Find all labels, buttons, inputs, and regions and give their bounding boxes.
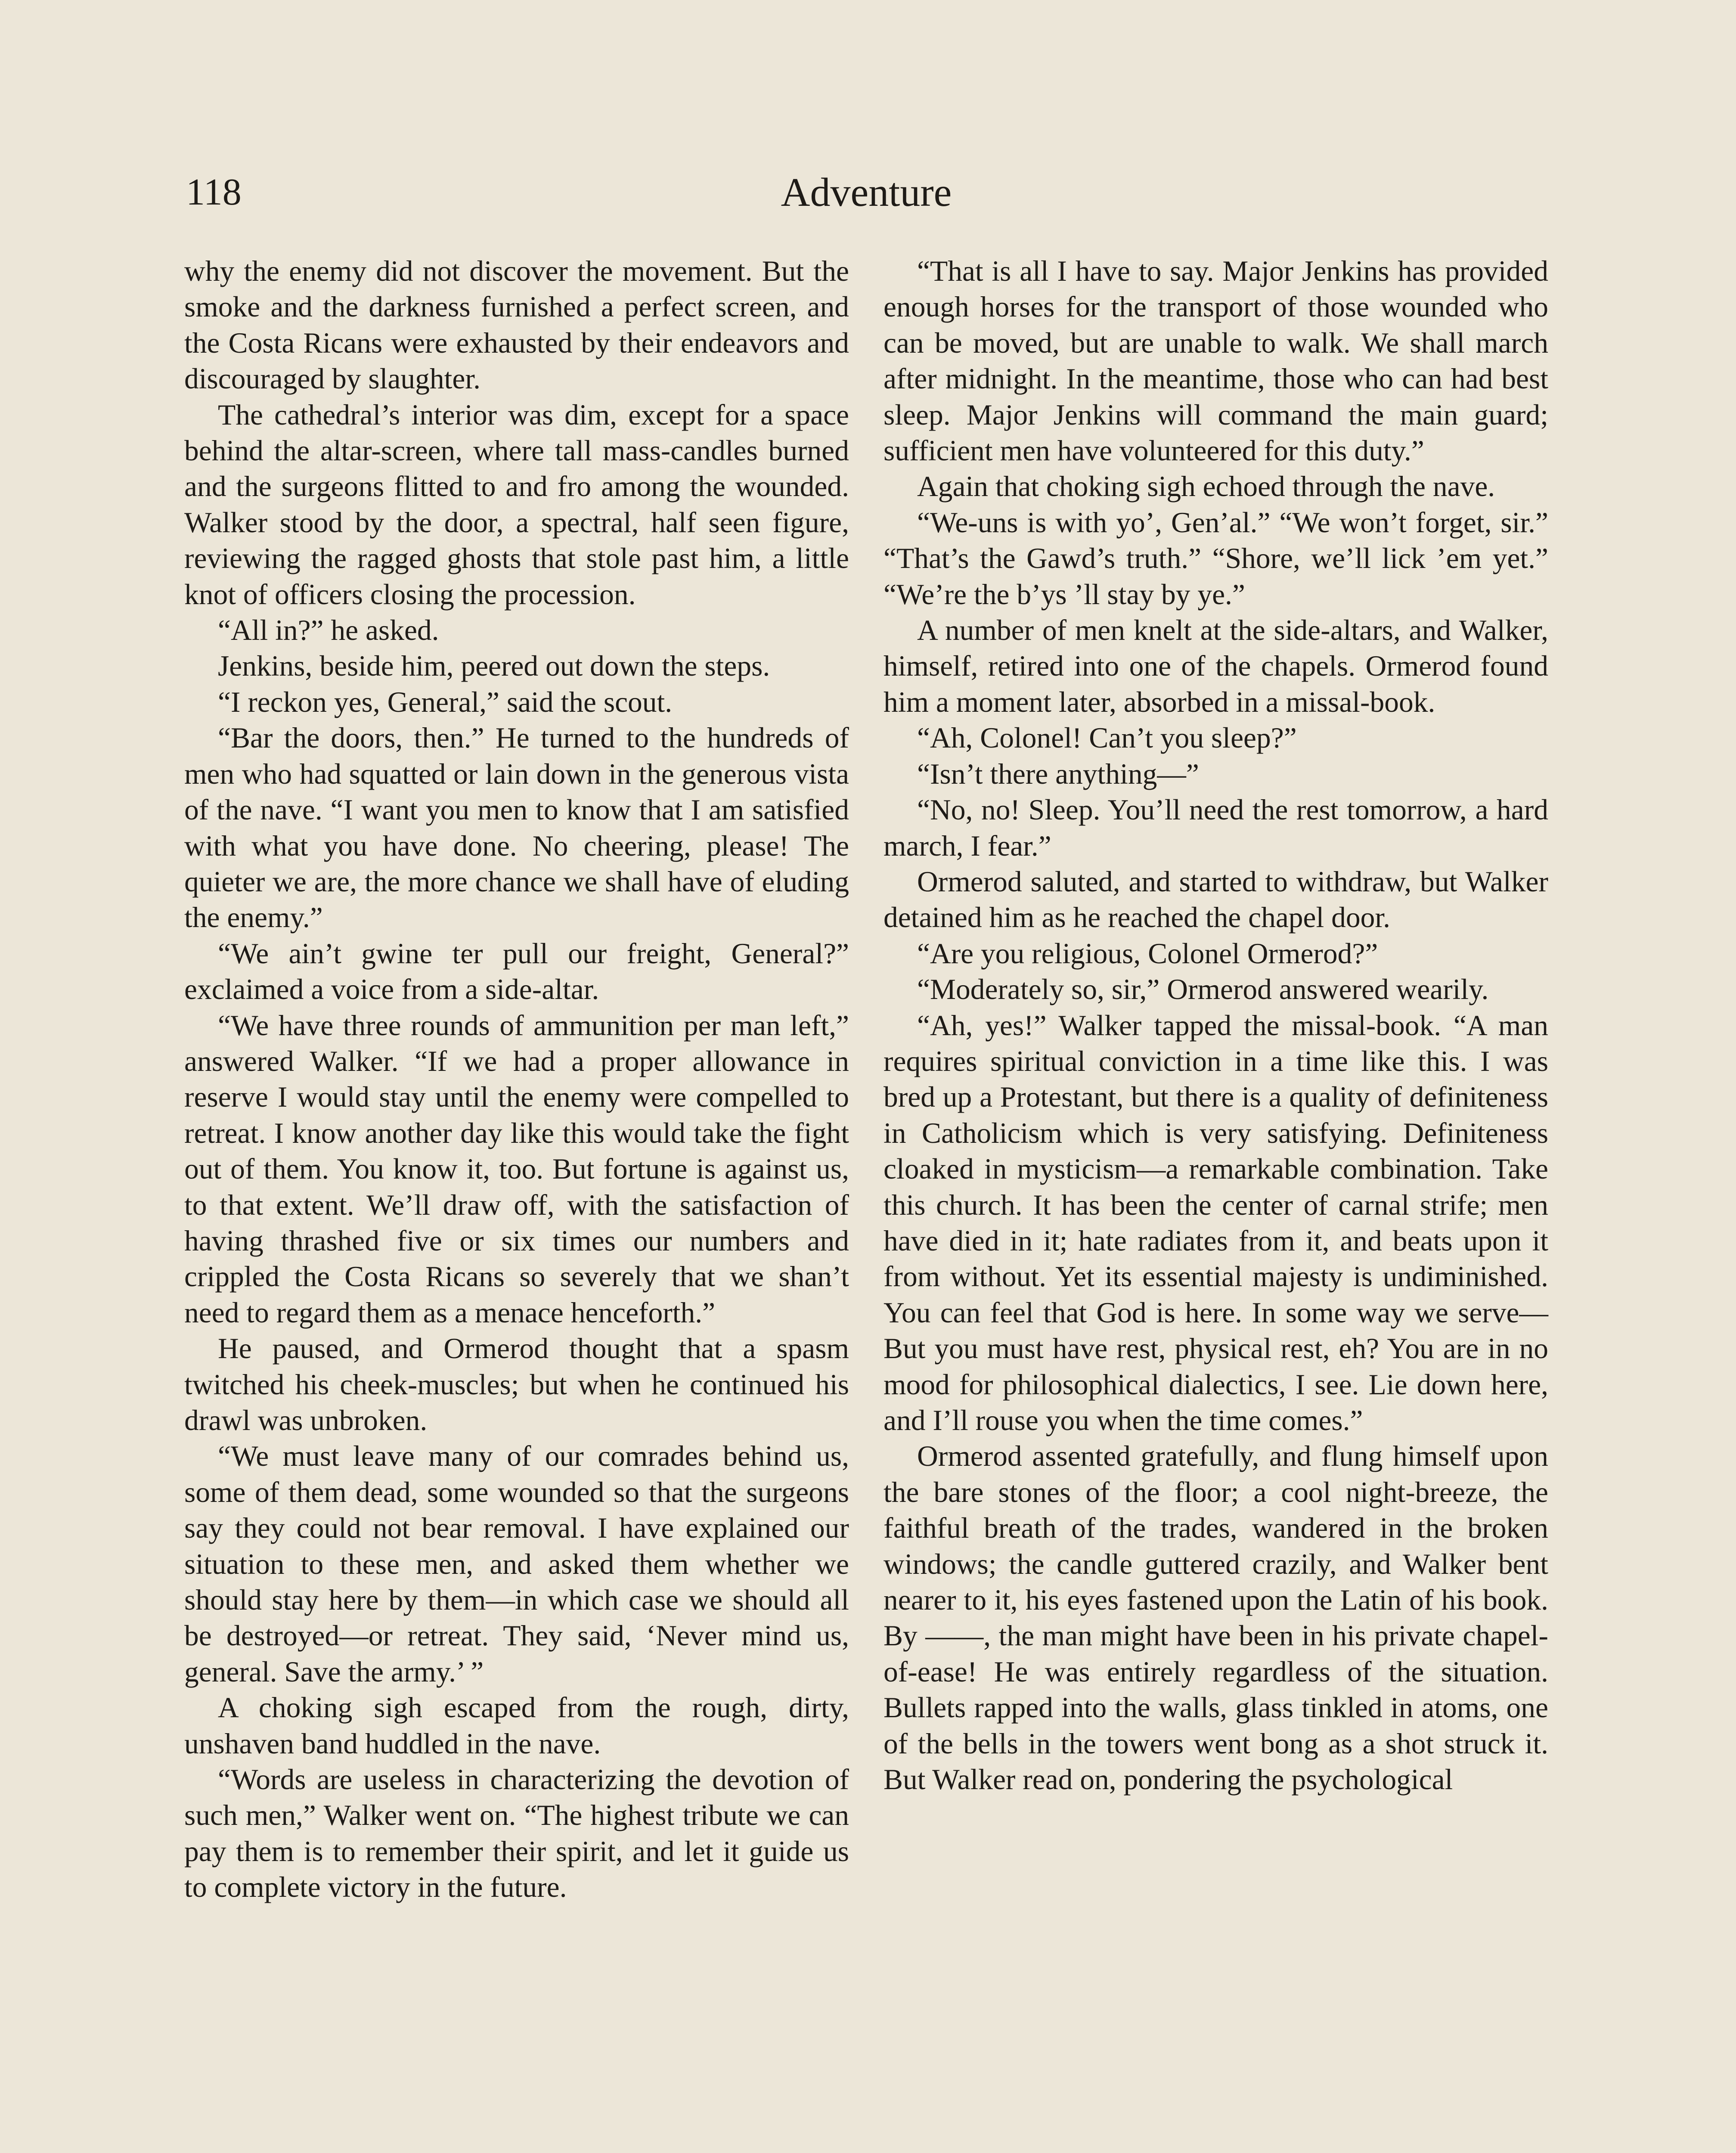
paragraph: “Isn’t there anything—” bbox=[917, 757, 1199, 790]
paragraph: “We must leave many of our comrades behind us, some of them dead, some wounded so that the surgeons say they could not bear removal. I have explained our situation to these men, and asked them whether we should stay here by them—in which case we should all be destroyed—or retreat. They said, ‘Never mind us, general. Save the army.’ ” bbox=[184, 1440, 849, 1688]
paragraph: “We ain’t gwine ter pull our freight, General?” exclaimed a voice from a side-altar. bbox=[184, 937, 849, 1006]
paragraph: A choking sigh escaped from the rough, dirty, unshaven band huddled in the nave. bbox=[184, 1691, 849, 1760]
paragraph: “Ah, Colonel! Can’t you sleep?” bbox=[917, 722, 1297, 754]
paragraph: “We have three rounds of ammunition per man left,” answered Walker. “If we had a proper allowance in reserve I would stay until the enemy were compelled to retreat. I know another day like this would take the fight out of them. You know it, too. But fortune is against us, to that extent. We’ll draw off, with the satisfaction of having thrashed five or six times our numbers and crippled the Costa Ricans so severely that we shan’t need to regard them as a menace henceforth.” bbox=[184, 1009, 849, 1329]
paragraph: “We-uns is with yo’, Gen’al.” “We won’t forget, sir.” “That’s the Gawd’s truth.” “Shore, we’ll lick ’em yet.” “We’re the b’ys ’ll stay by ye.” bbox=[884, 506, 1548, 611]
paragraph: He paused, and Ormerod thought that a spasm twitched his cheek-muscles; but when he continued his drawl was unbroken. bbox=[184, 1332, 849, 1436]
paragraph: Ormerod saluted, and started to withdraw, but Walker detained him as he reached the chapel door. bbox=[884, 865, 1548, 934]
paragraph: The cathedral’s interior was dim, except for a space behind the altar-screen, where tall mass-candles burned and the surgeons flitted to and fro among the wounded. Walker stood by the door, a spectral, half seen figure, reviewing the ragged ghosts that stole past him, a little knot of officers closing the procession. bbox=[184, 398, 849, 611]
paragraph: “Are you religious, Colonel Ormerod?” bbox=[917, 937, 1378, 970]
right-text-column bbox=[884, 253, 1548, 1797]
page-header bbox=[186, 160, 1547, 225]
paragraph: “Moderately so, sir,” Ormerod answered wearily. bbox=[917, 973, 1489, 1006]
paragraph: why the enemy did not discover the movement. But the smoke and the darkness furnished a perfect screen, and the Costa Ricans were exhausted by their endeavors and discouraged by slaughter. bbox=[184, 255, 849, 395]
paragraph: Again that choking sigh echoed through the nave. bbox=[917, 470, 1495, 503]
paragraph: “That is all I have to say. Major Jenkins has provided enough horses for the transport of those wounded who can be moved, but are unable to walk. We shall march after midnight. In the meantime, those who can had best sleep. Major Jenkins will command the main guard; sufficient men have volunteered for this duty.” bbox=[884, 255, 1548, 467]
paragraph: A number of men knelt at the side-altars, and Walker, himself, retired into one of the chapels. Ormerod found him a moment later, absorbed in a missal-book. bbox=[884, 614, 1548, 718]
running-title: Adventure bbox=[781, 170, 952, 215]
paragraph: Ormerod assented gratefully, and flung himself upon the bare stones of the floor; a cool night-breeze, the faithful breath of the trades, wandered in the broken windows; the candle guttered crazily, and Walker bent nearer to it, his eyes fastened upon the Latin of his book. By ——, the man might have been in his private chapel-of-ease! He was entirely regardless of the situation. Bullets rapped into the walls, glass tinkled in atoms, one of the bells in the towers went bong as a shot struck it. But Walker read on, pondering the psychological bbox=[884, 1440, 1548, 1796]
paragraph: “Ah, yes!” Walker tapped the missal-book. “A man requires spiritual conviction in a time like this. I was bred up a Protestant, but there is a quality of definiteness in Catholicism which is very satisfying. Definiteness cloaked in mysticism—a remarkable combination. Take this church. It has been the center of carnal strife; men have died in it; hate radiates from it, and beats upon it from without. Yet its essential majesty is undiminished. You can feel that God is here. In some way we serve— But you must have rest, physical rest, eh? You are in no mood for philosophical dialectics, I see. Lie down here, and I’ll rouse you when the time comes.” bbox=[884, 1009, 1548, 1436]
paragraph: “All in?” he asked. bbox=[218, 614, 439, 647]
left-text-column bbox=[184, 253, 849, 1905]
paragraph: “I reckon yes, General,” said the scout. bbox=[218, 686, 673, 718]
paragraph: “Bar the doors, then.” He turned to the hundreds of men who had squatted or lain down in the generous vista of the nave. “I want you men to know that I am satisfied with what you have done. No cheering, please! The quieter we are, the more chance we shall have of eluding the enemy.” bbox=[184, 722, 849, 934]
paragraph: “Words are useless in characterizing the devotion of such men,” Walker went on. “The highest tribute we can pay them is to remember their spirit, and let it guide us to complete victory in the future. bbox=[184, 1763, 849, 1904]
page-number: 118 bbox=[186, 171, 242, 213]
paragraph: Jenkins, beside him, peered out down the steps. bbox=[218, 650, 770, 683]
paragraph: “No, no! Sleep. You’ll need the rest tomorrow, a hard march, I fear.” bbox=[884, 794, 1548, 862]
